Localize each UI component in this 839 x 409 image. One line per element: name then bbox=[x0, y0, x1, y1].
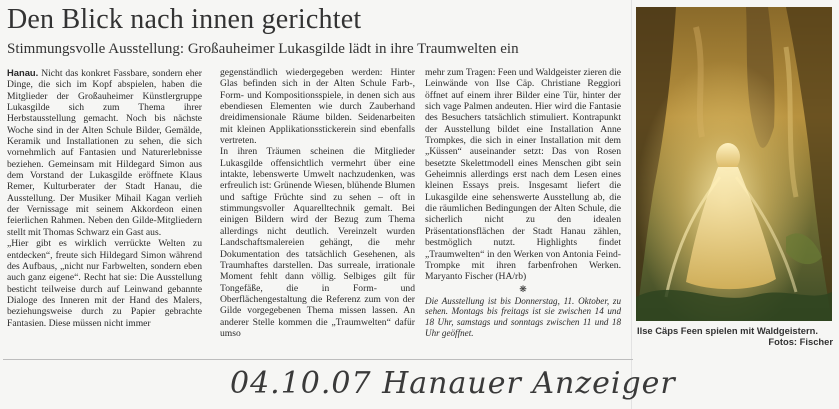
handwritten-date-source: 04.10.07 Hanauer Anzeiger bbox=[230, 366, 676, 401]
separator-ornament: ❋ bbox=[519, 283, 527, 294]
article-paragraph: In ihren Träumen scheinen die Mitglieder Lukasgilde offensichtlich vermehrt über eine intakte, lebenswerte Umwelt nachzudenken, was erfreulich ist: Grünende Wiesen, blühende Blumen und saftige Früchte sind zu sehen – oft in stimmungsvoller Aquarelltechnik gemalt. Bei einigen Bildern wird der Bezug zum Thema allerdings nicht deutlich. Vereinzelt wurden Landschaftsmalereien gehängt, die mehr Dokumentation des tatsächlich Gesehenen, als Traumhaftes darstellen. Das surreale, irrationale Moment fehlt dann völlig. Selbiges gilt für Tongefäße, die in Form- und Oberflächengestaltung die Referenz zum von der Gilde vorgegebenen Thema missen lassen. An anderer Stelle kommen die „Traumwelten“ dafür umso bbox=[220, 146, 415, 339]
article-paragraph: „Hier gibt es wirklich verrückte Welten zu entdecken“, freute sich Hildegard Simon während des Aufbaus, „nicht nur Farbwelten, sondern eben auch ganz eigene“. Recht hat sie: Die Ausstellung besticht teilweise durch auf Leinwand gebannte Dialoge des Inneren mit der Hand des Malers, beziehungsweise durch zu Papier gebrachte Fantasien. Diese müssen nicht immer bbox=[7, 238, 202, 329]
article-photo bbox=[636, 7, 832, 321]
column-divider bbox=[631, 0, 632, 409]
article-subheadline: Stimmungsvolle Ausstellung: Großauheimer Lukasgilde lädt in ihre Traumwelten ein bbox=[7, 41, 519, 57]
article-column-1 bbox=[7, 67, 202, 329]
photo-caption bbox=[637, 325, 833, 347]
handwritten-annotation bbox=[230, 360, 676, 406]
photo-credit: Fotos: Fischer bbox=[768, 336, 833, 347]
article-column-2 bbox=[220, 67, 415, 339]
article-paragraph: Hanau. Nicht das konkret Fassbare, sondern eher Dinge, die sich im Kopf abspielen, haben die Mitglieder der Großauheimer Künstlergruppe Lukasgilde sich zum Thema ihrer Herbstausstellung gemacht. Noch bis nächste Woche sind in der Alten Schule Bilder, Gemälde, Keramik und Installationen zu sehen, die sich vornehmlich auf Fantasien und Naturerlebnisse beziehen. Gemeinsam mit Hildegard Simon aus dem Vorstand der Lukasgilde eröffnete Klaus Remer, Kulturberater der Stadt Hanau, die Ausstellung. Der Musiker Mihail Kagan verlieh der Vernissage mit seinem Akkordeon einen feierlichen Rahmen. Neben den Gilde-Mitgliedern stellt mit Thomas Schwarz ein Gast aus. bbox=[7, 67, 202, 238]
fairy-painting-image bbox=[636, 7, 832, 321]
article-dateline: Hanau. bbox=[7, 67, 39, 78]
article-column-3 bbox=[425, 67, 621, 338]
photo-caption-text: Ilse Cäps Feen spielen mit Waldgeistern. bbox=[637, 325, 818, 336]
article-author: Maryanto Fischer (HA/rb) bbox=[425, 271, 527, 283]
article-paragraph: mehr zum Tragen: Feen und Waldgeister zieren die Leinwände von Ilse Cäp. Christiane Reggiori öffnet auf einem ihrer Bilder eine Tür, hinter der sich vage Palmen andeuten. Hier wird die Fantasie des Besuchers tatsächlich stimuliert. Kontrapunkt der Ausstellung bildet eine Installation Anne Trompkes, die sich in einer Installation mit dem „Küssen“ auseinander setzt: Das von Rosen besetzte Skelettmodell eines Menschen gibt sein Geheimnis allerdings erst nach dem Lesen eines kleinen Essays preis. Insgesamt liefert die Lukasgilde eine sehenswerte Ausstellung ab, die die räumlichen Bedingungen der Alten Schule, die sicherlich nicht zu den idealen Präsentationsflächen der Stadt Hanau zählen, bestmöglich nutzt. Highlights findet „Traumwelten“ in den Werken von Antonia Feind-Trompke mit ihren farbenfrohen Werken. Maryanto Fischer (HA/rb) bbox=[425, 67, 621, 283]
exhibition-info-note: Die Ausstellung ist bis Donnerstag, 11. Oktober, zu sehen. Montags bis freitags ist sie zwischen 14 und 18 Uhr, samstags und sonntags zwischen 11 und 18 Uhr geöffnet. bbox=[425, 295, 621, 338]
article-paragraph: gegenständlich wiedergegeben werden: Hinter Glas befinden sich in der Alten Schule Farb-, Form- und Kompositionsspiele, in denen sich aus ebendiesen Elementen wie durch Zauberhand dreidimensionale Räume bilden. Seidenarbeiten mit kleinen Applikationsstickerein sind ebenfalls vertreten. bbox=[220, 67, 415, 147]
article-headline: Den Blick nach innen gerichtet bbox=[7, 4, 362, 35]
